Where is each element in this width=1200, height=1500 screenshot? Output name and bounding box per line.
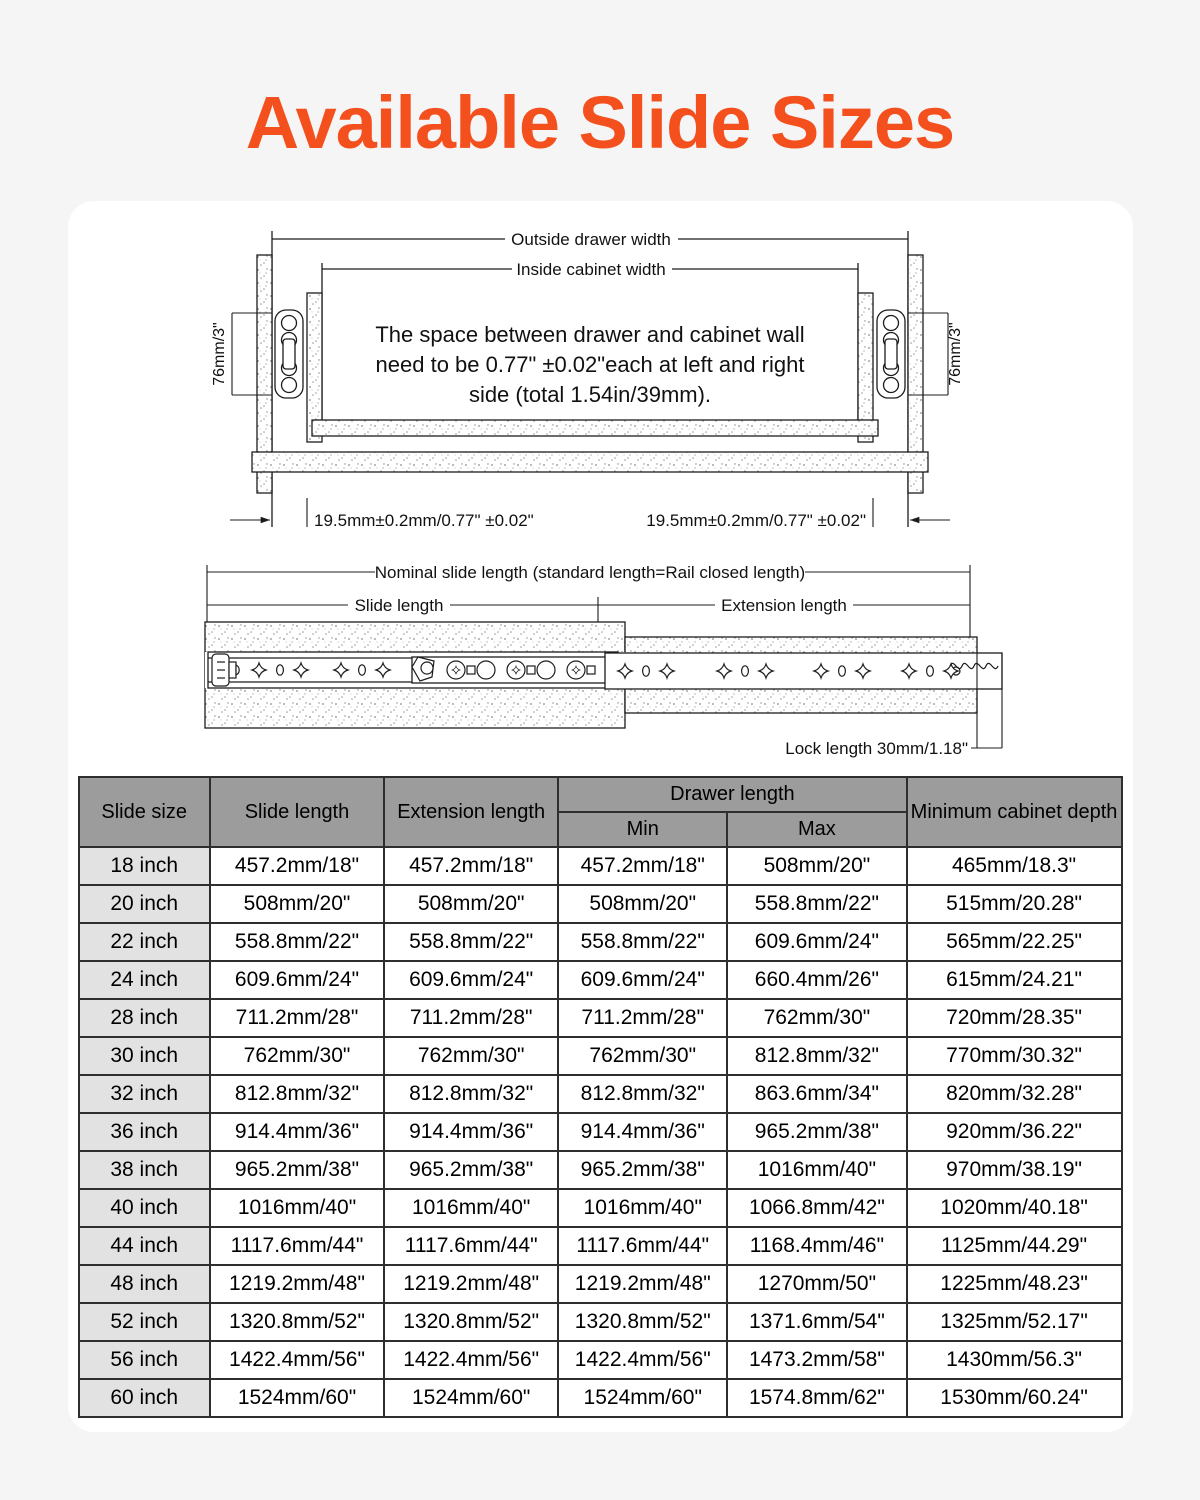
table-row [79, 1379, 1122, 1417]
slide-length-label: Slide length [354, 596, 444, 615]
slide-size-cell: 40 inch [79, 1189, 210, 1227]
table-row [79, 1303, 1122, 1341]
value-cell: 1168.4mm/46" [727, 1227, 906, 1265]
slide-size-cell: 52 inch [79, 1303, 210, 1341]
header-min-cabinet-depth: Minimum cabinet depth [907, 777, 1122, 847]
value-cell: 812.8mm/32" [384, 1075, 558, 1113]
inside-cabinet-width-label: Inside cabinet width [516, 260, 666, 279]
slide-size-cell: 56 inch [79, 1341, 210, 1379]
value-cell: 457.2mm/18" [558, 847, 727, 885]
nominal-length-label: Nominal slide length (standard length=Rail closed length) [374, 563, 806, 582]
value-cell: 1325mm/52.17" [907, 1303, 1122, 1341]
table-body [79, 847, 1122, 1417]
value-cell: 1125mm/44.29" [907, 1227, 1122, 1265]
middle-rail [412, 657, 608, 683]
table-row [79, 1075, 1122, 1113]
value-cell: 1371.6mm/54" [727, 1303, 906, 1341]
value-cell: 720mm/28.35" [907, 999, 1122, 1037]
table-row [79, 1151, 1122, 1189]
gap-label-right: 19.5mm±0.2mm/0.77" ±0.02" [646, 511, 866, 530]
slide-size-cell: 48 inch [79, 1265, 210, 1303]
value-cell: 558.8mm/22" [558, 923, 727, 961]
value-cell: 565mm/22.25" [907, 923, 1122, 961]
value-cell: 609.6mm/24" [727, 923, 906, 961]
value-cell: 1422.4mm/56" [558, 1341, 727, 1379]
value-cell: 1270mm/50" [727, 1265, 906, 1303]
table-row [79, 847, 1122, 885]
value-cell: 609.6mm/24" [558, 961, 727, 999]
header-slide-length: Slide length [210, 777, 384, 847]
slide-size-cell: 18 inch [79, 847, 210, 885]
content-card [68, 201, 1133, 1432]
value-cell: 1117.6mm/44" [210, 1227, 384, 1265]
header-drawer-max: Max [727, 812, 906, 847]
value-cell: 812.8mm/32" [727, 1037, 906, 1075]
side-gap-dimension-right [873, 498, 950, 527]
value-cell: 1066.8mm/42" [727, 1189, 906, 1227]
slide-length-diagram [100, 545, 1100, 770]
value-cell: 609.6mm/24" [210, 961, 384, 999]
center-note [375, 322, 804, 407]
value-cell: 1219.2mm/48" [210, 1265, 384, 1303]
value-cell: 1430mm/56.3" [907, 1341, 1122, 1379]
value-cell: 965.2mm/38" [558, 1151, 727, 1189]
right-slide-profile [877, 310, 905, 398]
side-gap-dimension-left [230, 498, 307, 527]
value-cell: 914.4mm/36" [384, 1113, 558, 1151]
value-cell: 965.2mm/38" [210, 1151, 384, 1189]
table-row [79, 1227, 1122, 1265]
lock-length-label: Lock length 30mm/1.18" [785, 739, 968, 758]
value-cell: 1530mm/60.24" [907, 1379, 1122, 1417]
value-cell: 508mm/20" [210, 885, 384, 923]
table-row [79, 1037, 1122, 1075]
slide-size-cell: 32 inch [79, 1075, 210, 1113]
value-cell: 1524mm/60" [384, 1379, 558, 1417]
value-cell: 558.8mm/22" [210, 923, 384, 961]
value-cell: 965.2mm/38" [727, 1113, 906, 1151]
value-cell: 914.4mm/36" [210, 1113, 384, 1151]
table-row [79, 923, 1122, 961]
table-row [79, 1113, 1122, 1151]
value-cell: 615mm/24.21" [907, 961, 1122, 999]
header-extension-length: Extension length [384, 777, 558, 847]
value-cell: 762mm/30" [558, 1037, 727, 1075]
value-cell: 762mm/30" [384, 1037, 558, 1075]
value-cell: 820mm/32.28" [907, 1075, 1122, 1113]
value-cell: 508mm/20" [727, 847, 906, 885]
value-cell: 1574.8mm/62" [727, 1379, 906, 1417]
slide-size-cell: 36 inch [79, 1113, 210, 1151]
value-cell: 711.2mm/28" [384, 999, 558, 1037]
value-cell: 1524mm/60" [558, 1379, 727, 1417]
value-cell: 1524mm/60" [210, 1379, 384, 1417]
value-cell: 1016mm/40" [384, 1189, 558, 1227]
value-cell: 1117.6mm/44" [384, 1227, 558, 1265]
value-cell: 711.2mm/28" [558, 999, 727, 1037]
value-cell: 1473.2mm/58" [727, 1341, 906, 1379]
left-slide-profile [275, 310, 303, 398]
value-cell: 1225mm/48.23" [907, 1265, 1122, 1303]
value-cell: 660.4mm/26" [727, 961, 906, 999]
slide-size-cell: 24 inch [79, 961, 210, 999]
value-cell: 762mm/30" [727, 999, 906, 1037]
value-cell: 762mm/30" [210, 1037, 384, 1075]
table-row [79, 999, 1122, 1037]
value-cell: 1016mm/40" [210, 1189, 384, 1227]
header-slide-size: Slide size [79, 777, 210, 847]
svg-text:side (total 1.54in/39mm).: side (total 1.54in/39mm). [468, 382, 712, 407]
slide-size-cell: 38 inch [79, 1151, 210, 1189]
value-cell: 457.2mm/18" [210, 847, 384, 885]
drawer-width-diagram [100, 215, 1100, 545]
value-cell: 508mm/20" [384, 885, 558, 923]
value-cell: 508mm/20" [558, 885, 727, 923]
slide-size-cell: 44 inch [79, 1227, 210, 1265]
value-cell: 1020mm/40.18" [907, 1189, 1122, 1227]
table-row [79, 1341, 1122, 1379]
table-row [79, 1265, 1122, 1303]
table-row [79, 885, 1122, 923]
slide-size-cell: 30 inch [79, 1037, 210, 1075]
value-cell: 812.8mm/32" [558, 1075, 727, 1113]
outside-drawer-width-label: Outside drawer width [511, 230, 671, 249]
value-cell: 1219.2mm/48" [558, 1265, 727, 1303]
value-cell: 711.2mm/28" [210, 999, 384, 1037]
inside-width-dimension [322, 263, 858, 434]
value-cell: 465mm/18.3" [907, 847, 1122, 885]
slide-height-label-right: 76mm/3" [947, 322, 964, 386]
value-cell: 609.6mm/24" [384, 961, 558, 999]
value-cell: 1422.4mm/56" [384, 1341, 558, 1379]
value-cell: 965.2mm/38" [384, 1151, 558, 1189]
value-cell: 515mm/20.28" [907, 885, 1122, 923]
value-cell: 558.8mm/22" [384, 923, 558, 961]
slide-sizes-table [78, 776, 1123, 1418]
value-cell: 457.2mm/18" [384, 847, 558, 885]
value-cell: 920mm/36.22" [907, 1113, 1122, 1151]
header-drawer-length: Drawer length [558, 777, 906, 812]
value-cell: 812.8mm/32" [210, 1075, 384, 1113]
value-cell: 914.4mm/36" [558, 1113, 727, 1151]
svg-text:The space between drawer and c: The space between drawer and cabinet wall [375, 322, 805, 347]
value-cell: 970mm/38.19" [907, 1151, 1122, 1189]
value-cell: 770mm/30.32" [907, 1037, 1122, 1075]
value-cell: 1219.2mm/48" [384, 1265, 558, 1303]
value-cell: 1320.8mm/52" [384, 1303, 558, 1341]
page-title: Available Slide Sizes [245, 81, 955, 164]
header-drawer-min: Min [558, 812, 727, 847]
value-cell: 1016mm/40" [558, 1189, 727, 1227]
gap-label-left: 19.5mm±0.2mm/0.77" ±0.02" [314, 511, 534, 530]
slide-size-cell: 20 inch [79, 885, 210, 923]
cabinet-bottom-board [252, 452, 928, 472]
value-cell: 1117.6mm/44" [558, 1227, 727, 1265]
value-cell: 1422.4mm/56" [210, 1341, 384, 1379]
svg-text:need to be 0.77" ±0.02"each at: need to be 0.77" ±0.02"each at left and right [375, 352, 805, 377]
value-cell: 1320.8mm/52" [558, 1303, 727, 1341]
table-row [79, 1189, 1122, 1227]
extension-length-label: Extension length [721, 596, 847, 615]
value-cell: 558.8mm/22" [727, 885, 906, 923]
value-cell: 1016mm/40" [727, 1151, 906, 1189]
slide-height-label-left: 76mm/3" [211, 322, 228, 386]
table-header [79, 777, 1122, 847]
value-cell: 863.6mm/34" [727, 1075, 906, 1113]
slide-size-cell: 60 inch [79, 1379, 210, 1417]
table-row [79, 961, 1122, 999]
slide-size-cell: 28 inch [79, 999, 210, 1037]
value-cell: 1320.8mm/52" [210, 1303, 384, 1341]
slide-size-cell: 22 inch [79, 923, 210, 961]
drawer-bottom-board [312, 420, 878, 436]
